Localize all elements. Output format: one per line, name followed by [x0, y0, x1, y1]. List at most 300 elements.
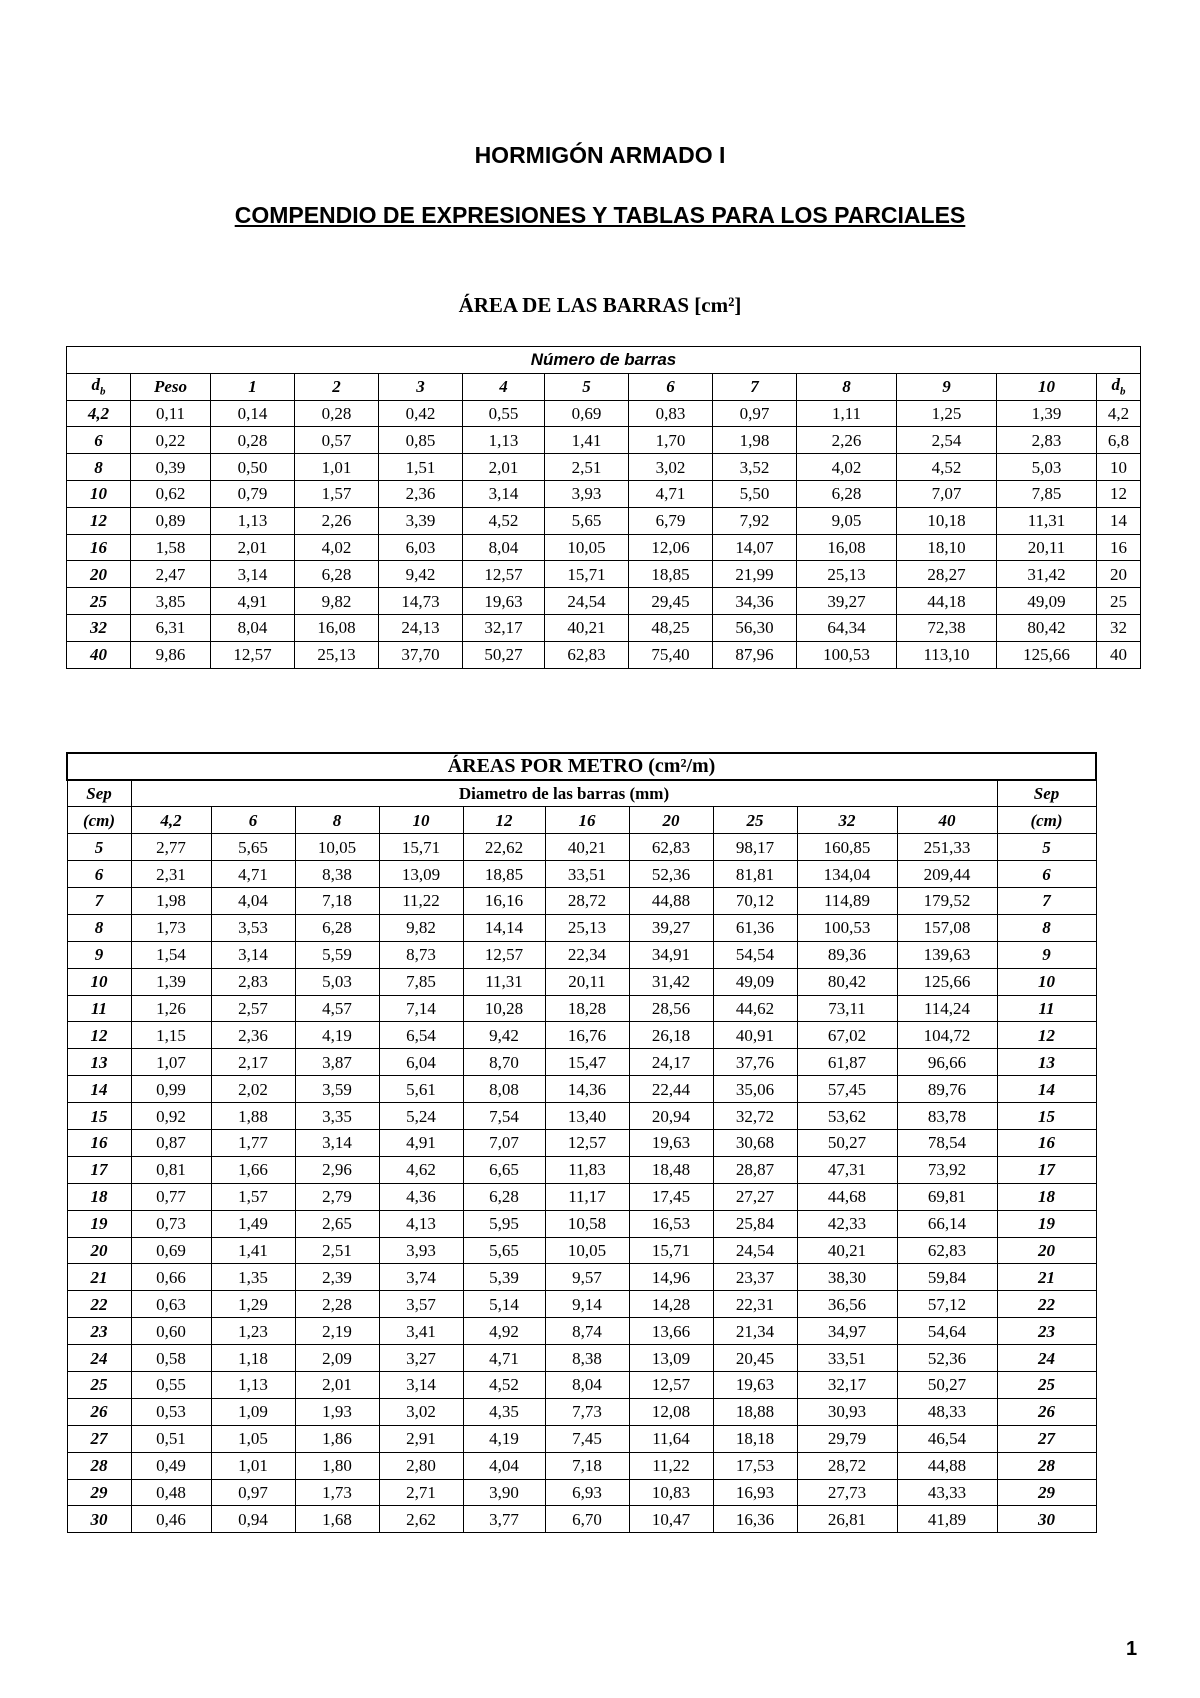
table-row: [67, 1425, 1096, 1452]
table-row: [67, 1237, 1096, 1264]
table-cell: 16,36: [713, 1506, 797, 1533]
table-cell: 21,99: [713, 561, 797, 588]
table-cell: 3,85: [131, 588, 211, 615]
table-cell: 6,28: [295, 914, 379, 941]
table-cell: 32,17: [797, 1371, 897, 1398]
table-row: [67, 1049, 1096, 1076]
table-cell: 8,70: [463, 1049, 545, 1076]
table-row: [67, 614, 1141, 641]
table-cell: 0,83: [629, 400, 713, 427]
row-diameter: 20: [67, 561, 131, 588]
table-cell: 1,68: [295, 1506, 379, 1533]
table-cell: 13,40: [545, 1103, 629, 1130]
table-cell: 1,01: [211, 1452, 295, 1479]
page-subtitle: COMPENDIO DE EXPRESIONES Y TABLAS PARA LOS PARCIALES: [234, 202, 966, 228]
table-cell: 4,19: [463, 1425, 545, 1452]
table-cell: 10,05: [295, 834, 379, 861]
row-spacing: 14: [67, 1076, 131, 1103]
table-cell: 0,77: [131, 1183, 211, 1210]
table-cell: 16,53: [629, 1210, 713, 1237]
table-cell: 2,26: [295, 507, 379, 534]
table-cell: 16,93: [713, 1479, 797, 1506]
table-cell: 4,71: [463, 1345, 545, 1372]
table-cell: 89,36: [797, 941, 897, 968]
table-cell: 18,10: [897, 534, 997, 561]
db-symbol: d: [1111, 375, 1121, 394]
table-cell: 3,35: [295, 1103, 379, 1130]
table-cell: 1,35: [211, 1264, 295, 1291]
row-spacing-right: 11: [997, 995, 1096, 1022]
table-cell: 28,27: [897, 561, 997, 588]
column-header: 8: [797, 373, 897, 400]
bar-area-table-body: [67, 347, 1141, 669]
table-cell: 3,14: [211, 941, 295, 968]
table-cell: 17,53: [713, 1452, 797, 1479]
table-cell: 27,73: [797, 1479, 897, 1506]
table-cell: 5,59: [295, 941, 379, 968]
table-cell: 35,06: [713, 1076, 797, 1103]
table-cell: 3,77: [463, 1506, 545, 1533]
table-cell: 0,28: [211, 427, 295, 454]
table-cell: 11,31: [997, 507, 1097, 534]
table-cell: 34,91: [629, 941, 713, 968]
row-spacing-right: 25: [997, 1371, 1096, 1398]
table-cell: 0,58: [131, 1345, 211, 1372]
table-cell: 10,18: [897, 507, 997, 534]
table-cell: 0,79: [211, 480, 295, 507]
table-cell: 1,70: [629, 427, 713, 454]
table-cell: 37,70: [379, 641, 463, 668]
diameter-column-header: 10: [379, 807, 463, 834]
table-cell: 10,05: [545, 534, 629, 561]
bar-area-table-caption: ÁREA DE LAS BARRAS [cm²]: [458, 293, 742, 317]
table-cell: 7,18: [545, 1452, 629, 1479]
table-cell: 5,03: [997, 454, 1097, 481]
table-cell: 8,04: [463, 534, 545, 561]
table-cell: 0,50: [211, 454, 295, 481]
table-row: [67, 454, 1141, 481]
table-cell: 46,54: [897, 1425, 997, 1452]
table-cell: 5,03: [295, 968, 379, 995]
table-cell: 2,31: [131, 861, 211, 888]
table-cell: 1,23: [211, 1318, 295, 1345]
row-diameter: 10: [67, 480, 131, 507]
table-cell: 98,17: [713, 834, 797, 861]
table-row: [67, 1156, 1096, 1183]
table-cell: 7,73: [545, 1398, 629, 1425]
table-header-row: [67, 780, 1096, 807]
table-cell: 6,65: [463, 1156, 545, 1183]
row-diameter-right: 10: [1097, 454, 1141, 481]
table-cell: 4,92: [463, 1318, 545, 1345]
table-cell: 25,13: [295, 641, 379, 668]
table-cell: 49,09: [997, 588, 1097, 615]
row-spacing-right: 27: [997, 1425, 1096, 1452]
column-header: 5: [545, 373, 629, 400]
table-cell: 81,81: [713, 861, 797, 888]
table-cell: 139,63: [897, 941, 997, 968]
row-spacing-right: 26: [997, 1398, 1096, 1425]
table-cell: 64,34: [797, 614, 897, 641]
column-header: 2: [295, 373, 379, 400]
row-spacing: 10: [67, 968, 131, 995]
table-cell: 0,89: [131, 507, 211, 534]
table-cell: 21,34: [713, 1318, 797, 1345]
table-cell: 0,39: [131, 454, 211, 481]
table-cell: 104,72: [897, 1022, 997, 1049]
table-cell: 83,78: [897, 1103, 997, 1130]
table-cell: 29,79: [797, 1425, 897, 1452]
table-cell: 1,01: [295, 454, 379, 481]
table-cell: 4,04: [463, 1452, 545, 1479]
table-cell: 8,38: [295, 861, 379, 888]
table-cell: 0,87: [131, 1129, 211, 1156]
table-cell: 20,45: [713, 1345, 797, 1372]
table-cell: 3,14: [379, 1371, 463, 1398]
sep-header-right: Sep: [997, 780, 1096, 807]
table-cell: 44,88: [629, 887, 713, 914]
table-cell: 47,31: [797, 1156, 897, 1183]
table-row: [67, 1291, 1096, 1318]
table-cell: 40,21: [797, 1237, 897, 1264]
table-cell: 15,71: [545, 561, 629, 588]
table-cell: 7,18: [295, 887, 379, 914]
table-cell: 1,29: [211, 1291, 295, 1318]
table-row: [67, 941, 1096, 968]
table-row: [67, 1076, 1096, 1103]
table-cell: 61,36: [713, 914, 797, 941]
table-cell: 179,52: [897, 887, 997, 914]
table-cell: 9,82: [295, 588, 379, 615]
table-cell: 4,57: [295, 995, 379, 1022]
row-diameter: 25: [67, 588, 131, 615]
row-spacing: 19: [67, 1210, 131, 1237]
table-cell: 0,73: [131, 1210, 211, 1237]
table-cell: 0,97: [211, 1479, 295, 1506]
table-cell: 1,80: [295, 1452, 379, 1479]
table-cell: 2,51: [545, 454, 629, 481]
table-row: [67, 887, 1096, 914]
table-cell: 9,05: [797, 507, 897, 534]
row-spacing-right: 7: [997, 887, 1096, 914]
table-cell: 5,65: [545, 507, 629, 534]
table-cell: 3,90: [463, 1479, 545, 1506]
table-cell: 1,39: [131, 968, 211, 995]
table-cell: 22,34: [545, 941, 629, 968]
table-cell: 1,98: [131, 887, 211, 914]
row-spacing-right: 14: [997, 1076, 1096, 1103]
table-cell: 4,62: [379, 1156, 463, 1183]
row-spacing: 8: [67, 914, 131, 941]
table-row: [67, 1452, 1096, 1479]
area-per-meter-table: [66, 752, 1097, 1533]
table-cell: 9,42: [379, 561, 463, 588]
table-cell: 15,71: [379, 834, 463, 861]
table-cell: 0,46: [131, 1506, 211, 1533]
table-cell: 2,09: [295, 1345, 379, 1372]
table-cell: 1,77: [211, 1129, 295, 1156]
table-cell: 11,22: [629, 1452, 713, 1479]
table-cell: 2,54: [897, 427, 997, 454]
table-cell: 52,36: [897, 1345, 997, 1372]
table-cell: 40,21: [545, 834, 629, 861]
table-cell: 2,96: [295, 1156, 379, 1183]
table-cell: 1,41: [545, 427, 629, 454]
table-cell: 3,74: [379, 1264, 463, 1291]
table-row: [67, 1318, 1096, 1345]
diameter-column-header: 16: [545, 807, 629, 834]
table-cell: 10,28: [463, 995, 545, 1022]
table-cell: 0,55: [463, 400, 545, 427]
table-cell: 0,49: [131, 1452, 211, 1479]
table-cell: 39,27: [629, 914, 713, 941]
table-header-row: [67, 807, 1096, 834]
row-spacing: 13: [67, 1049, 131, 1076]
table-cell: 87,96: [713, 641, 797, 668]
table-cell: 1,41: [211, 1237, 295, 1264]
table-cell: 2,65: [295, 1210, 379, 1237]
table-cell: 54,54: [713, 941, 797, 968]
table-row: [67, 1264, 1096, 1291]
table-cell: 14,28: [629, 1291, 713, 1318]
table-cell: 3,87: [295, 1049, 379, 1076]
table-cell: 52,36: [629, 861, 713, 888]
table-cell: 31,42: [997, 561, 1097, 588]
db-subscript: b: [1120, 385, 1126, 398]
table-cell: 73,11: [797, 995, 897, 1022]
table-cell: 0,92: [131, 1103, 211, 1130]
table-cell: 7,07: [463, 1129, 545, 1156]
table-cell: 1,66: [211, 1156, 295, 1183]
table-cell: 25,13: [545, 914, 629, 941]
column-header: 3: [379, 373, 463, 400]
table-cell: 2,57: [211, 995, 295, 1022]
table-cell: 14,14: [463, 914, 545, 941]
table-cell: 20,11: [997, 534, 1097, 561]
table-cell: 15,71: [629, 1237, 713, 1264]
page-number: 1: [1126, 1638, 1138, 1660]
db-subscript: b: [100, 385, 106, 398]
row-spacing: 15: [67, 1103, 131, 1130]
table-cell: 6,28: [463, 1183, 545, 1210]
table-cell: 7,54: [463, 1103, 545, 1130]
table-cell: 42,33: [797, 1210, 897, 1237]
table-cell: 0,51: [131, 1425, 211, 1452]
row-diameter-right: 6,8: [1097, 427, 1141, 454]
table-row: [67, 861, 1096, 888]
table-cell: 1,54: [131, 941, 211, 968]
table-cell: 30,68: [713, 1129, 797, 1156]
row-spacing-right: 18: [997, 1183, 1096, 1210]
table-cell: 251,33: [897, 834, 997, 861]
table-cell: 2,47: [131, 561, 211, 588]
row-spacing-right: 19: [997, 1210, 1096, 1237]
table-row: [67, 1506, 1096, 1533]
table-header-row: [67, 347, 1141, 374]
table-cell: 16,08: [797, 534, 897, 561]
table-cell: 2,01: [295, 1371, 379, 1398]
table-cell: 14,07: [713, 534, 797, 561]
table-row: [67, 1371, 1096, 1398]
table-cell: 18,88: [713, 1398, 797, 1425]
table-cell: 12,57: [463, 941, 545, 968]
table-cell: 3,14: [463, 480, 545, 507]
table-cell: 9,42: [463, 1022, 545, 1049]
table-cell: 1,25: [897, 400, 997, 427]
table-cell: 11,31: [463, 968, 545, 995]
table-cell: 2,36: [379, 480, 463, 507]
table-cell: 12,57: [463, 561, 545, 588]
row-spacing: 22: [67, 1291, 131, 1318]
table-cell: 59,84: [897, 1264, 997, 1291]
table-cell: 24,17: [629, 1049, 713, 1076]
row-spacing: 20: [67, 1237, 131, 1264]
table-cell: 6,03: [379, 534, 463, 561]
table-cell: 4,71: [629, 480, 713, 507]
table-cell: 32,17: [463, 614, 545, 641]
table-cell: 4,52: [463, 507, 545, 534]
table-header-row: [67, 373, 1141, 400]
table-cell: 3,02: [629, 454, 713, 481]
table-cell: 1,09: [211, 1398, 295, 1425]
table-row: [67, 968, 1096, 995]
column-header: 4: [463, 373, 545, 400]
table-cell: 2,62: [379, 1506, 463, 1533]
table-cell: 19,63: [629, 1129, 713, 1156]
table-cell: 1,13: [463, 427, 545, 454]
row-diameter-right: 16: [1097, 534, 1141, 561]
row-spacing: 7: [67, 887, 131, 914]
column-header: 10: [997, 373, 1097, 400]
table-cell: 209,44: [897, 861, 997, 888]
sep-header-left: Sep: [67, 780, 131, 807]
row-diameter-right: 40: [1097, 641, 1141, 668]
row-diameter: 8: [67, 454, 131, 481]
table-cell: 4,52: [463, 1371, 545, 1398]
table-cell: 1,58: [131, 534, 211, 561]
table-cell: 2,36: [211, 1022, 295, 1049]
table-cell: 62,83: [545, 641, 629, 668]
row-spacing-right: 6: [997, 861, 1096, 888]
table-row: [67, 480, 1141, 507]
table-row: [67, 1022, 1096, 1049]
table-cell: 1,98: [713, 427, 797, 454]
table-cell: 10,83: [629, 1479, 713, 1506]
table-cell: 22,31: [713, 1291, 797, 1318]
table-cell: 2,17: [211, 1049, 295, 1076]
table-cell: 10,05: [545, 1237, 629, 1264]
table-cell: 1,11: [797, 400, 897, 427]
table-cell: 1,51: [379, 454, 463, 481]
table-cell: 50,27: [463, 641, 545, 668]
table-cell: 2,91: [379, 1425, 463, 1452]
row-diameter-right: 32: [1097, 614, 1141, 641]
table-cell: 4,02: [797, 454, 897, 481]
row-spacing: 11: [67, 995, 131, 1022]
row-diameter: 4,2: [67, 400, 131, 427]
table-cell: 114,89: [797, 887, 897, 914]
row-spacing-right: 10: [997, 968, 1096, 995]
table-cell: 16,08: [295, 614, 379, 641]
table-cell: 0,85: [379, 427, 463, 454]
table-cell: 3,27: [379, 1345, 463, 1372]
table-cell: 0,55: [131, 1371, 211, 1398]
table-cell: 4,35: [463, 1398, 545, 1425]
cm-header-left: (cm): [67, 807, 131, 834]
row-spacing-right: 16: [997, 1129, 1096, 1156]
table-cell: 9,14: [545, 1291, 629, 1318]
row-spacing: 28: [67, 1452, 131, 1479]
table-cell: 5,95: [463, 1210, 545, 1237]
table-row: [67, 534, 1141, 561]
table-cell: 1,05: [211, 1425, 295, 1452]
row-spacing: 6: [67, 861, 131, 888]
table-cell: 6,28: [797, 480, 897, 507]
table-cell: 61,87: [797, 1049, 897, 1076]
table-cell: 5,65: [463, 1237, 545, 1264]
table-cell: 0,11: [131, 400, 211, 427]
column-header: 9: [897, 373, 997, 400]
table-cell: 0,69: [545, 400, 629, 427]
table-cell: 69,81: [897, 1183, 997, 1210]
table-cell: 31,42: [629, 968, 713, 995]
table-cell: 28,72: [797, 1452, 897, 1479]
table-cell: 5,14: [463, 1291, 545, 1318]
table-cell: 33,51: [797, 1345, 897, 1372]
row-spacing: 29: [67, 1479, 131, 1506]
table-cell: 2,01: [211, 534, 295, 561]
table-caption-row: [67, 753, 1096, 780]
table-cell: 1,73: [131, 914, 211, 941]
row-spacing-right: 9: [997, 941, 1096, 968]
diameter-column-header: 20: [629, 807, 713, 834]
table-cell: 6,93: [545, 1479, 629, 1506]
table-cell: 2,79: [295, 1183, 379, 1210]
table-cell: 2,26: [797, 427, 897, 454]
table-cell: 66,14: [897, 1210, 997, 1237]
table-cell: 0,28: [295, 400, 379, 427]
table-cell: 1,26: [131, 995, 211, 1022]
table-cell: 48,25: [629, 614, 713, 641]
column-header: 1: [211, 373, 295, 400]
table-cell: 20,94: [629, 1103, 713, 1130]
table-cell: 1,93: [295, 1398, 379, 1425]
table-cell: 5,39: [463, 1264, 545, 1291]
table-cell: 4,04: [211, 887, 295, 914]
table-cell: 28,72: [545, 887, 629, 914]
table-cell: 78,54: [897, 1129, 997, 1156]
table-cell: 3,52: [713, 454, 797, 481]
row-spacing: 5: [67, 834, 131, 861]
table-cell: 38,30: [797, 1264, 897, 1291]
table-cell: 6,79: [629, 507, 713, 534]
table-cell: 11,17: [545, 1183, 629, 1210]
table-cell: 0,60: [131, 1318, 211, 1345]
table-cell: 72,38: [897, 614, 997, 641]
table-cell: 18,18: [713, 1425, 797, 1452]
table-cell: 1,18: [211, 1345, 295, 1372]
table-cell: 62,83: [897, 1237, 997, 1264]
table-cell: 113,10: [897, 641, 997, 668]
table-cell: 57,45: [797, 1076, 897, 1103]
column-header: 7: [713, 373, 797, 400]
table-cell: 4,71: [211, 861, 295, 888]
table-cell: 8,04: [211, 614, 295, 641]
table-cell: 3,14: [211, 561, 295, 588]
row-diameter: 12: [67, 507, 131, 534]
row-spacing: 12: [67, 1022, 131, 1049]
table-cell: 4,36: [379, 1183, 463, 1210]
